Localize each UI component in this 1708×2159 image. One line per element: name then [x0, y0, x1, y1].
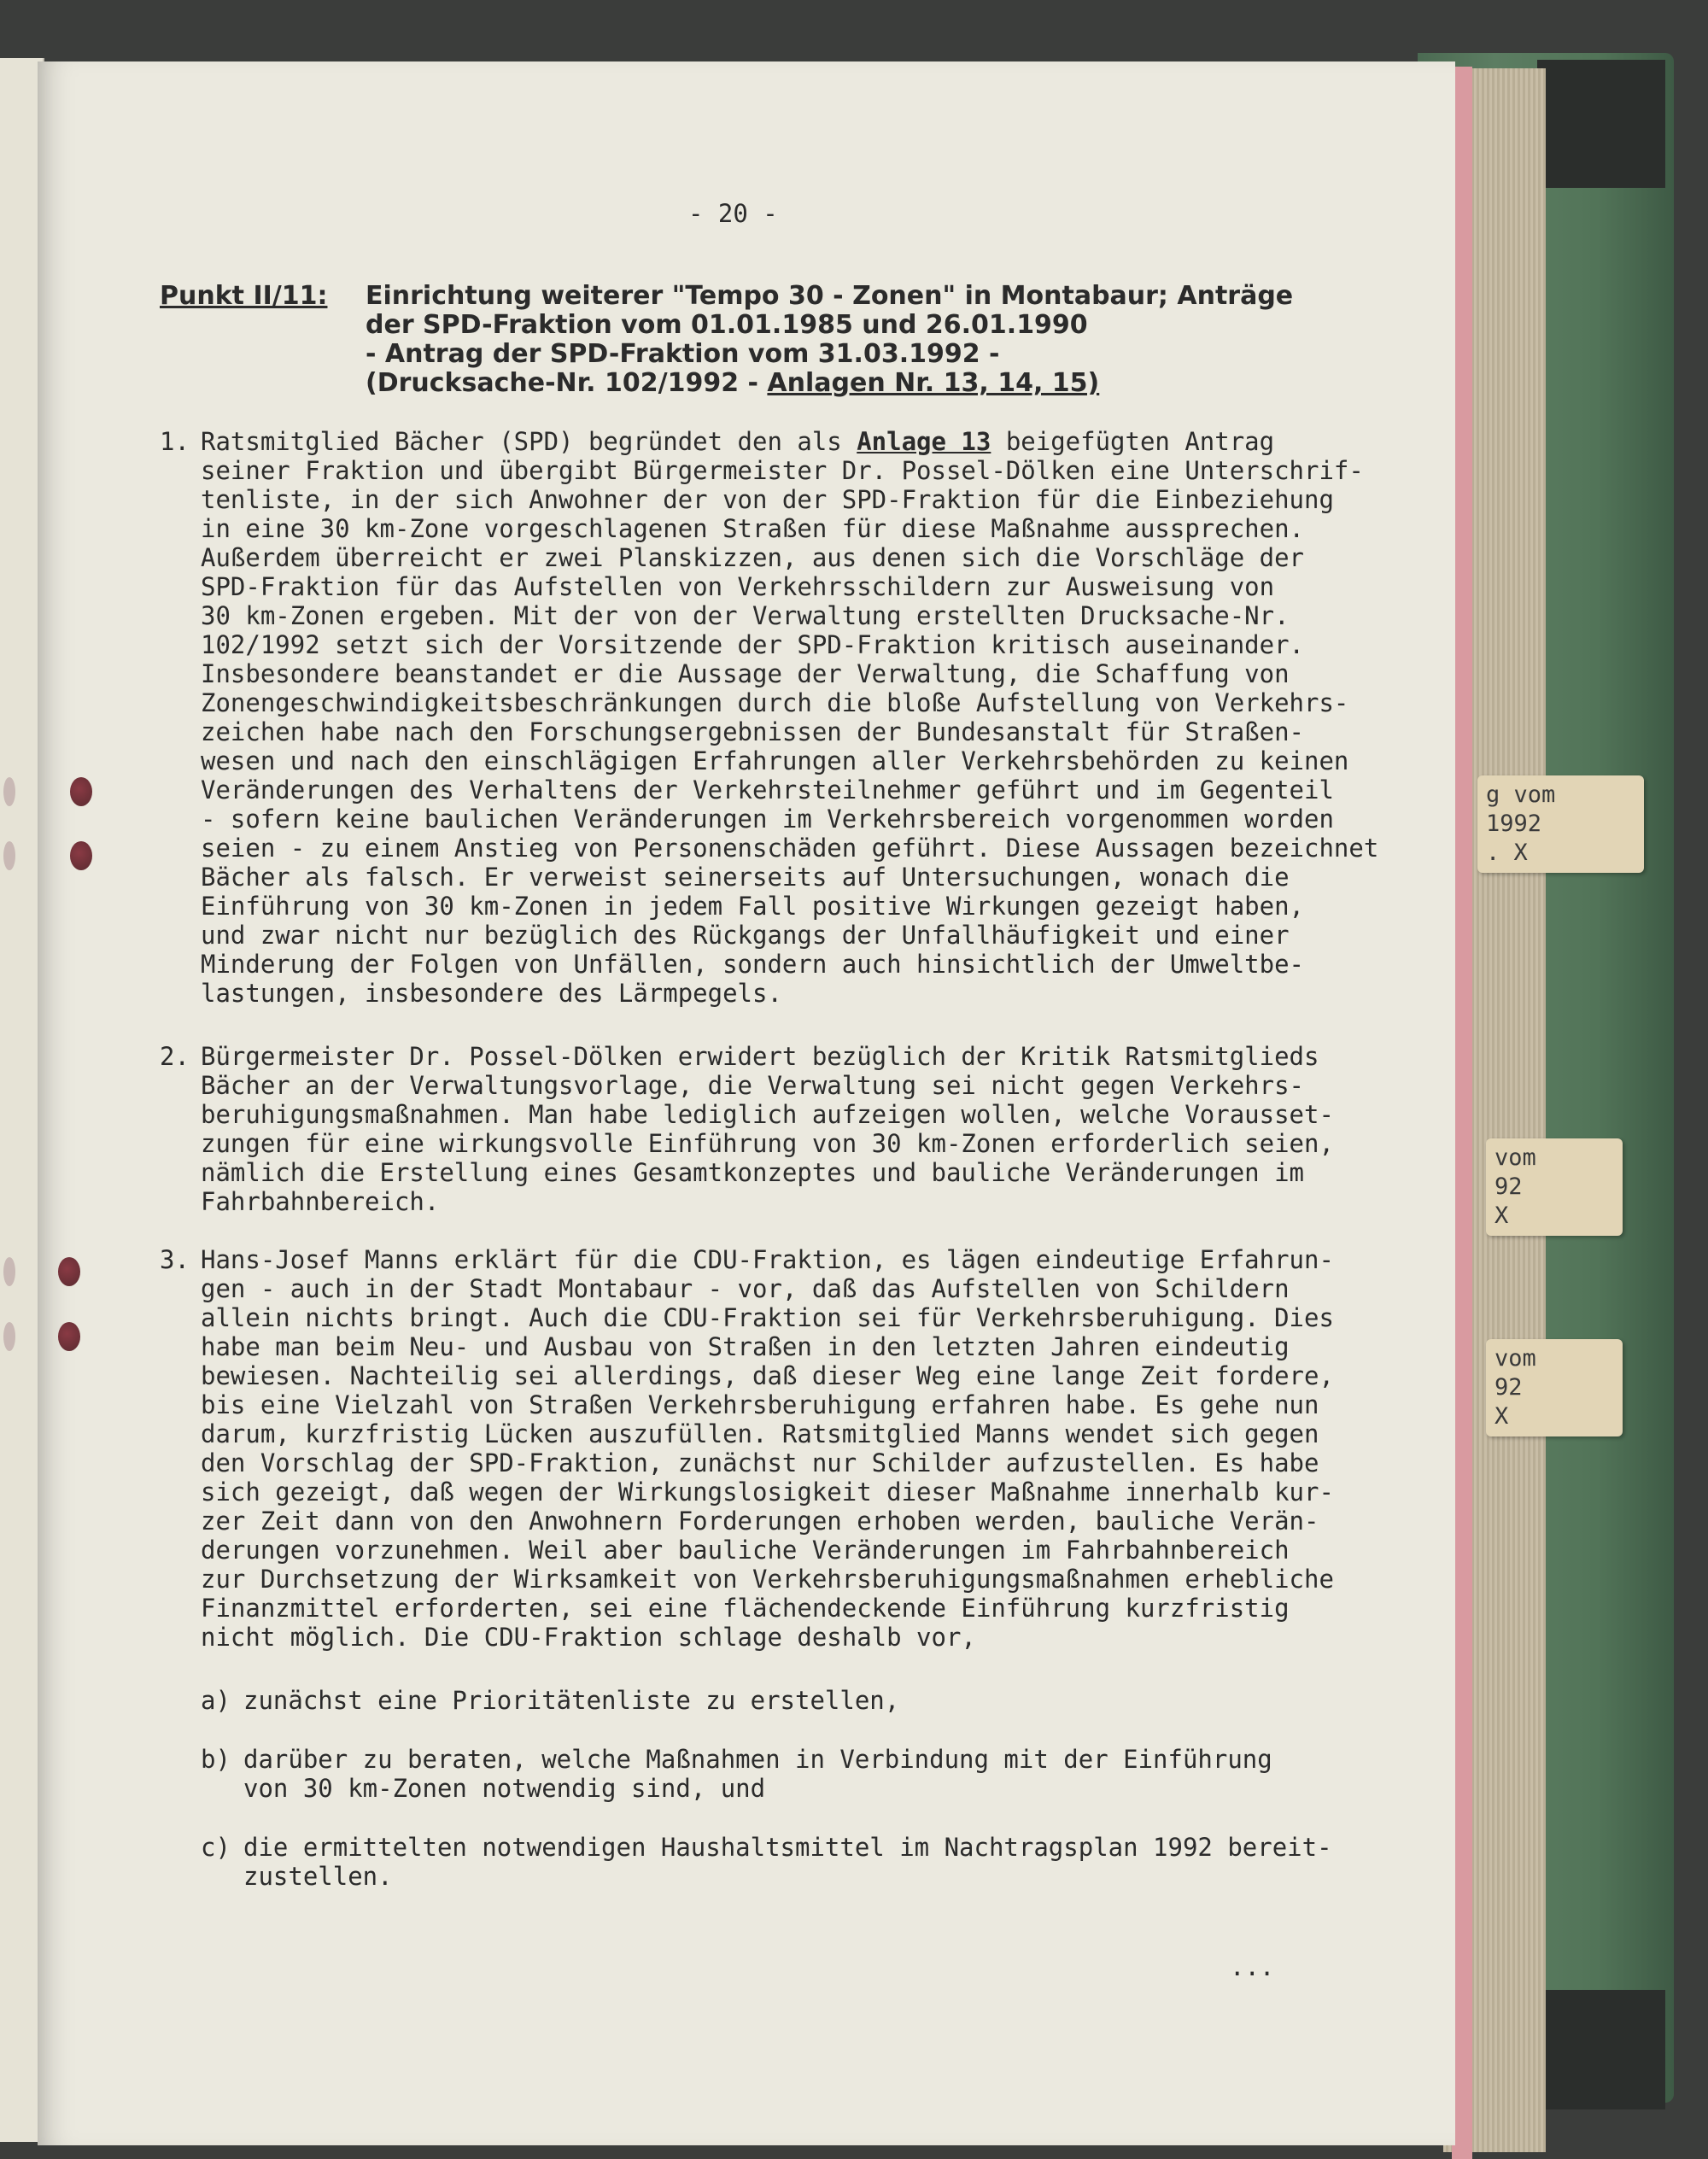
side-tab-1 [1477, 775, 1644, 873]
paragraph-line: zer Zeit dann von den Anwohnern Forderungen erhoben werden, bauliche Verän- [201, 1507, 1319, 1536]
paragraph-line: allein nichts bringt. Auch die CDU-Fraktion sei für Verkehrsberuhigung. Dies [201, 1303, 1334, 1332]
agenda-item-label: Punkt II/11: [160, 281, 328, 311]
subitem-b [243, 1745, 1272, 1803]
paragraph-line: sich gezeigt, daß wegen der Wirkungslosigkeit dieser Maßnahme innerhalb kur- [201, 1477, 1334, 1507]
side-tab-1-line-2: 1992 [1486, 810, 1542, 837]
title-line-4-prefix: (Drucksache-Nr. 102/1992 - [366, 368, 768, 398]
subitem-line: darüber zu beraten, welche Maßnahmen in Verbindung mit der Einführung [243, 1745, 1272, 1774]
title-line-1: Einrichtung weiterer "Tempo 30 - Zonen" in Montabaur; Anträge [366, 281, 1294, 311]
punch-hole [70, 777, 92, 806]
page-number: - 20 - [688, 199, 778, 228]
title-line-2: der SPD-Fraktion vom 01.01.1985 und 26.01.1990 [366, 310, 1088, 340]
punch-hole-ghost [3, 841, 15, 870]
side-tab-2-line-1: vom [1494, 1144, 1536, 1171]
paragraph-line: habe man beim Neu- und Ausbau von Straßen in den letzten Jahren eindeutig [201, 1332, 1290, 1361]
paragraph-line: beruhigungsmaßnahmen. Man habe lediglich aufzeigen wollen, welche Vorausset- [201, 1100, 1334, 1129]
punch-hole-ghost [3, 1257, 15, 1286]
punch-hole-ghost [3, 777, 15, 806]
punch-hole [58, 1322, 80, 1351]
paragraph-line: gen - auch in der Stadt Montabaur - vor, daß das Aufstellen von Schildern [201, 1274, 1290, 1303]
paragraph-line: nicht möglich. Die CDU-Fraktion schlage deshalb vor, [201, 1623, 976, 1652]
item-number: 2. [160, 1042, 190, 1071]
paragraph-line [201, 427, 1378, 456]
paragraph-3 [201, 1245, 1334, 1652]
attachments-reference: Anlagen Nr. 13, 14, 15) [767, 368, 1100, 398]
paragraph-line: bewiesen. Nachteilig sei allerdings, daß dieser Weg eine lange Zeit fordere, [201, 1361, 1334, 1390]
paragraph-line: Veränderungen des Verhaltens der Verkehrsteilnehmer geführt und im Gegenteil [201, 775, 1334, 805]
side-tab-3-line-2: 92 [1494, 1374, 1523, 1401]
paragraph-line: - sofern keine baulichen Veränderungen im Verkehrsbereich vorgenommen worden [201, 805, 1334, 834]
side-tab-2 [1486, 1138, 1623, 1236]
paragraph-line: zungen für eine wirkungsvolle Einführung von 30 km-Zonen erforderlich seien, [201, 1129, 1334, 1158]
paragraph-line: Hans-Josef Manns erklärt für die CDU-Fraktion, es lägen eindeutige Erfahrun- [201, 1245, 1334, 1274]
item-number: 1. [160, 427, 190, 456]
side-tab-1-line-1: g vom [1486, 781, 1556, 808]
paragraph-2 [201, 1042, 1334, 1216]
side-tab-1-line-3: . X [1486, 840, 1528, 866]
paragraph-line: seiner Fraktion und übergibt Bürgermeister Dr. Possel-Dölken eine Unterschrif- [201, 456, 1364, 485]
paragraph-line: 30 km-Zonen ergeben. Mit der von der Verwaltung erstellten Drucksache-Nr. [201, 601, 1290, 630]
paragraph-line: zur Durchsetzung der Wirksamkeit von Verkehrsberuhigungsmaßnahmen erhebliche [201, 1565, 1334, 1594]
subitem-a [243, 1686, 899, 1715]
paragraph-line: derungen vorzunehmen. Weil aber bauliche Veränderungen im Fahrbahnbereich [201, 1536, 1290, 1565]
binder-corner-bottom [1537, 1990, 1665, 2109]
side-tab-2-line-2: 92 [1494, 1173, 1523, 1200]
subitem-label: c) [201, 1833, 231, 1862]
paragraph-line: Einführung von 30 km-Zonen in jedem Fall positive Wirkungen gezeigt haben, [201, 892, 1305, 921]
agenda-item-title [366, 282, 1293, 398]
side-tab-3-line-1: vom [1494, 1345, 1536, 1372]
subitem-c [243, 1833, 1332, 1891]
paragraph-line: lastungen, insbesondere des Lärmpegels. [201, 979, 782, 1008]
subitem-line: zunächst eine Prioritätenliste zu erstellen, [243, 1686, 900, 1715]
item-number: 3. [160, 1245, 190, 1274]
side-tab-2-line-3: X [1494, 1202, 1509, 1229]
annex-reference: Anlage 13 [857, 427, 991, 456]
title-line-4 [366, 369, 1293, 398]
paragraph-line: bis eine Vielzahl von Straßen Verkehrsberuhigung erfahren habe. Es gehe nun [201, 1390, 1319, 1419]
side-tab-3-line-3: X [1494, 1403, 1509, 1430]
subitem-line: von 30 km-Zonen notwendig sind, und [243, 1774, 766, 1803]
paragraph-line-prefix: Ratsmitglied Bächer (SPD) begründet den als [201, 427, 857, 456]
subitem-line: zustellen. [243, 1862, 393, 1891]
paragraph-line: Insbesondere beanstandet er die Aussage der Verwaltung, die Schaffung von [201, 659, 1290, 688]
subitem-line: die ermittelten notwendigen Haushaltsmittel im Nachtragsplan 1992 bereit- [243, 1833, 1332, 1862]
subitem-label: b) [201, 1745, 231, 1774]
paragraph-line: nämlich die Erstellung eines Gesamtkonzeptes und bauliche Veränderungen im [201, 1158, 1305, 1187]
paragraph-line: Bächer als falsch. Er verweist seinerseits auf Untersuchungen, wonach die [201, 863, 1290, 892]
paragraph-line: Bächer an der Verwaltungsvorlage, die Verwaltung sei nicht gegen Verkehrs- [201, 1071, 1305, 1100]
paragraph-line: darum, kurzfristig Lücken auszufüllen. Ratsmitglied Manns wendet sich gegen [201, 1419, 1319, 1448]
paragraph-line: wesen und nach den einschlägigen Erfahrungen aller Verkehrsbehörden zu keinen [201, 746, 1349, 775]
paragraph-line: Minderung der Folgen von Unfällen, sondern auch hinsichtlich der Umweltbe- [201, 950, 1305, 979]
paragraph-line: Zonengeschwindigkeitsbeschränkungen durch die bloße Aufstellung von Verkehrs- [201, 688, 1349, 717]
continuation-mark: ... [1230, 1952, 1275, 1981]
binder-corner-top [1537, 60, 1665, 188]
paragraph-line: tenliste, in der sich Anwohner der von der SPD-Fraktion für die Einbeziehung [201, 485, 1334, 514]
paragraph-line: seien - zu einem Anstieg von Personenschäden geführt. Diese Aussagen bezeichnet [201, 834, 1379, 863]
paragraph-line: SPD-Fraktion für das Aufstellen von Verkehrsschildern zur Ausweisung von [201, 572, 1275, 601]
paragraph-line: den Vorschlag der SPD-Fraktion, zunächst nur Schilder aufzustellen. Es habe [201, 1448, 1319, 1477]
punch-hole [70, 841, 92, 870]
paragraph-line: Finanzmittel erforderten, sei eine flächendeckende Einführung kurzfristig [201, 1594, 1290, 1623]
paragraph-line: und zwar nicht nur bezüglich des Rückgangs der Unfallhäufigkeit und einer [201, 921, 1290, 950]
paragraph-line: in eine 30 km-Zone vorgeschlagenen Straßen für diese Maßnahme aussprechen. [201, 514, 1305, 543]
paragraph-line: 102/1992 setzt sich der Vorsitzende der SPD-Fraktion kritisch auseinander. [201, 630, 1305, 659]
paragraph-line: Bürgermeister Dr. Possel-Dölken erwidert bezüglich der Kritik Ratsmitglieds [201, 1042, 1319, 1071]
paragraph-line: Außerdem überreicht er zwei Planskizzen, aus denen sich die Vorschläge der [201, 543, 1305, 572]
paragraph-1 [201, 427, 1378, 1008]
subitem-label: a) [201, 1686, 231, 1715]
paragraph-line-suffix: beigefügten Antrag [991, 427, 1275, 456]
paragraph-line: Fahrbahnbereich. [201, 1187, 440, 1216]
title-line-3: - Antrag der SPD-Fraktion vom 31.03.1992 - [366, 339, 1000, 369]
punch-hole-ghost [3, 1322, 15, 1351]
side-tab-3 [1486, 1339, 1623, 1436]
punch-hole [58, 1257, 80, 1286]
paragraph-line: zeichen habe nach den Forschungsergebnissen der Bundesanstalt für Straßen- [201, 717, 1305, 746]
